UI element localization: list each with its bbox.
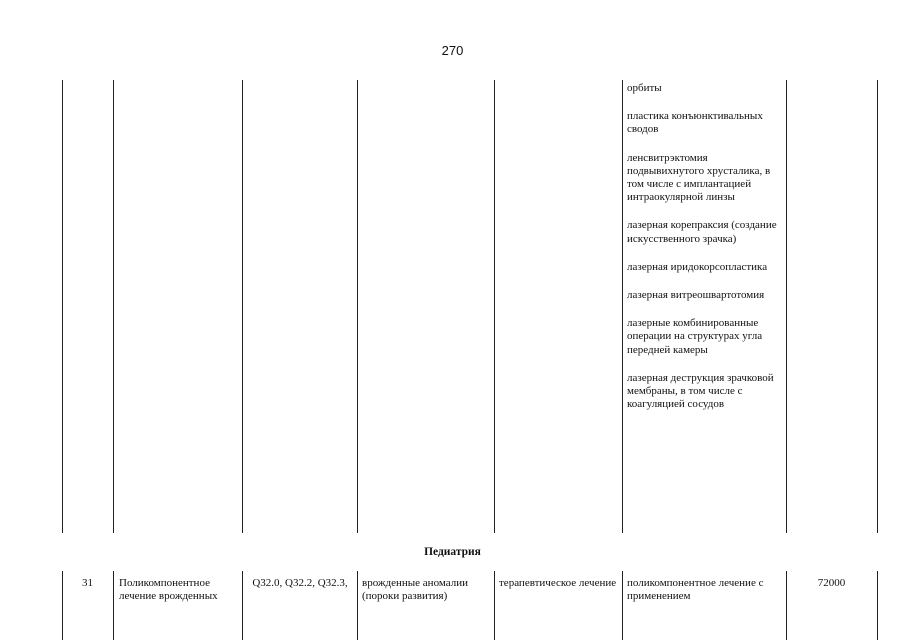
row-method: поликомпонентное лечение с применением bbox=[627, 577, 764, 603]
column-divider bbox=[622, 571, 623, 640]
row-codes: Q32.0, Q32.2, Q32.3, bbox=[252, 577, 348, 589]
method-item: лазерная деструкция зрачковой мембраны, в том числе с коагуляцией сосудов bbox=[627, 371, 774, 411]
method-item: пластика конъюнктивальных сводов bbox=[627, 110, 763, 136]
column-divider bbox=[494, 80, 495, 533]
method-item: лазерная корепраксия (создание искусственного зрачка) bbox=[627, 219, 777, 245]
column-divider bbox=[242, 571, 243, 640]
table-border-right bbox=[877, 571, 878, 640]
row-treatment-type: терапевтическое лечение bbox=[499, 577, 617, 589]
column-divider bbox=[113, 80, 114, 533]
row-cost: 72000 bbox=[817, 577, 846, 589]
method-item: лазерная иридокорсопластика bbox=[627, 260, 768, 273]
column-divider bbox=[113, 571, 114, 640]
column-divider bbox=[242, 80, 243, 533]
method-item: лазерные комбинированные операции на структурах угла передней камеры bbox=[627, 317, 763, 356]
section-title: Педиатрия bbox=[424, 546, 481, 558]
column-divider bbox=[357, 571, 358, 640]
table-border-right bbox=[877, 80, 878, 533]
row-number: 31 bbox=[82, 577, 93, 589]
row-name: Поликомпонентное лечение врожденных bbox=[119, 577, 218, 603]
column-divider bbox=[622, 80, 623, 533]
method-list bbox=[627, 82, 787, 426]
page-number: 270 bbox=[441, 43, 464, 58]
column-divider bbox=[357, 80, 358, 533]
row-model: врожденные аномалии (пороки развития) bbox=[362, 577, 468, 603]
method-item: орбиты bbox=[627, 82, 662, 94]
table-border-left bbox=[62, 80, 63, 533]
method-item: ленсвитрэктомия подвывихнутого хрусталика, в том числе с имплантацией интраокулярной линзы bbox=[627, 151, 771, 204]
column-divider bbox=[494, 571, 495, 640]
method-item: лазерная витреошвартотомия bbox=[627, 289, 765, 302]
